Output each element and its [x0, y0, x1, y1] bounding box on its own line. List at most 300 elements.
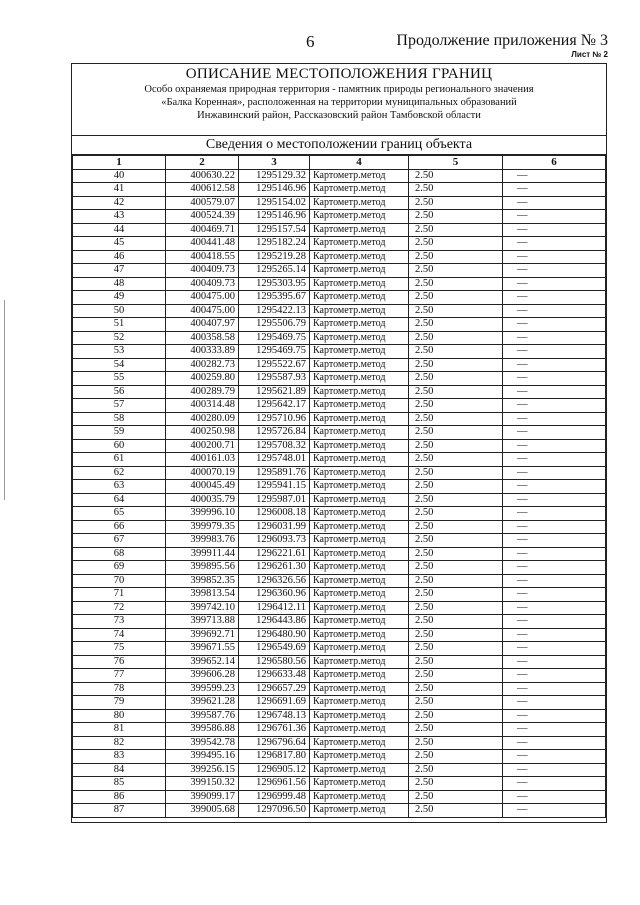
- coordinate-x-cell: 400200.71: [166, 439, 239, 453]
- method-cell: Картометр.метод: [310, 480, 409, 494]
- coordinate-x-cell: 399692.71: [166, 628, 239, 642]
- table-row: [73, 534, 606, 548]
- point-number-cell: 67: [73, 534, 166, 548]
- coordinate-x-cell: 399099.17: [166, 790, 239, 804]
- description-cell: —: [503, 507, 606, 521]
- description-cell: —: [503, 790, 606, 804]
- table-row: [73, 466, 606, 480]
- coordinate-x-cell: 400250.98: [166, 426, 239, 440]
- point-number-cell: 83: [73, 750, 166, 764]
- section-title: Сведения о местоположении границ объекта: [72, 136, 606, 155]
- method-cell: Картометр.метод: [310, 493, 409, 507]
- coordinate-y-cell: 1296657.29: [239, 682, 310, 696]
- point-number-cell: 42: [73, 196, 166, 210]
- point-number-cell: 68: [73, 547, 166, 561]
- method-cell: Картометр.метод: [310, 453, 409, 467]
- table-row: [73, 399, 606, 413]
- coordinate-y-cell: 1295219.28: [239, 250, 310, 264]
- description-cell: —: [503, 642, 606, 656]
- coordinate-x-cell: 399005.68: [166, 804, 239, 818]
- method-cell: Картометр.метод: [310, 601, 409, 615]
- description-cell: —: [503, 264, 606, 278]
- coordinate-y-cell: 1295157.54: [239, 223, 310, 237]
- point-number-cell: 82: [73, 736, 166, 750]
- coordinate-y-cell: 1296748.13: [239, 709, 310, 723]
- coordinate-y-cell: 1295941.15: [239, 480, 310, 494]
- doc-subtitle-line-1: Особо охраняемая природная территория - памятник природы регионального значения: [144, 84, 534, 95]
- table-row: [73, 210, 606, 224]
- accuracy-cell: 2.50: [409, 588, 503, 602]
- column-header: 6: [503, 156, 606, 170]
- accuracy-cell: 2.50: [409, 534, 503, 548]
- header-block: [72, 64, 606, 136]
- coordinate-y-cell: 1295710.96: [239, 412, 310, 426]
- coordinate-y-cell: 1295469.75: [239, 345, 310, 359]
- coordinate-x-cell: 399587.76: [166, 709, 239, 723]
- accuracy-cell: 2.50: [409, 318, 503, 332]
- description-cell: —: [503, 237, 606, 251]
- description-cell: —: [503, 250, 606, 264]
- point-number-cell: 75: [73, 642, 166, 656]
- method-cell: Картометр.метод: [310, 426, 409, 440]
- point-number-cell: 47: [73, 264, 166, 278]
- coordinate-y-cell: 1296549.69: [239, 642, 310, 656]
- coordinate-y-cell: 1296412.11: [239, 601, 310, 615]
- point-number-cell: 48: [73, 277, 166, 291]
- description-cell: —: [503, 223, 606, 237]
- scan-edge-mark: [4, 300, 5, 500]
- coordinate-x-cell: 399911.44: [166, 547, 239, 561]
- point-number-cell: 79: [73, 696, 166, 710]
- accuracy-cell: 2.50: [409, 237, 503, 251]
- description-cell: —: [503, 709, 606, 723]
- table-row: [73, 412, 606, 426]
- accuracy-cell: 2.50: [409, 493, 503, 507]
- column-header: 5: [409, 156, 503, 170]
- method-cell: Картометр.метод: [310, 385, 409, 399]
- doc-subtitle-line-3: Инжавинский район, Рассказовский район Тамбовской области: [197, 110, 481, 121]
- method-cell: Картометр.метод: [310, 466, 409, 480]
- coordinate-x-cell: 399996.10: [166, 507, 239, 521]
- coordinate-x-cell: 400282.73: [166, 358, 239, 372]
- table-row: [73, 277, 606, 291]
- table-row: [73, 291, 606, 305]
- table-row: [73, 480, 606, 494]
- point-number-cell: 55: [73, 372, 166, 386]
- accuracy-cell: 2.50: [409, 372, 503, 386]
- coordinate-y-cell: 1297096.50: [239, 804, 310, 818]
- description-cell: —: [503, 358, 606, 372]
- method-cell: Картометр.метод: [310, 169, 409, 183]
- table-row: [73, 453, 606, 467]
- sheet-label: Лист № 2: [571, 50, 608, 59]
- method-cell: Картометр.метод: [310, 520, 409, 534]
- point-number-cell: 50: [73, 304, 166, 318]
- table-row: [73, 507, 606, 521]
- accuracy-cell: 2.50: [409, 291, 503, 305]
- coordinate-x-cell: 399652.14: [166, 655, 239, 669]
- accuracy-cell: 2.50: [409, 736, 503, 750]
- coordinate-y-cell: 1295146.96: [239, 210, 310, 224]
- accuracy-cell: 2.50: [409, 304, 503, 318]
- accuracy-cell: 2.50: [409, 561, 503, 575]
- description-cell: —: [503, 466, 606, 480]
- point-number-cell: 44: [73, 223, 166, 237]
- method-cell: Картометр.метод: [310, 547, 409, 561]
- accuracy-cell: 2.50: [409, 628, 503, 642]
- method-cell: Картометр.метод: [310, 250, 409, 264]
- description-cell: —: [503, 520, 606, 534]
- coordinate-y-cell: 1295748.01: [239, 453, 310, 467]
- coordinate-x-cell: 400475.00: [166, 304, 239, 318]
- coordinate-y-cell: 1295265.14: [239, 264, 310, 278]
- table-row: [73, 574, 606, 588]
- point-number-cell: 78: [73, 682, 166, 696]
- coordinate-x-cell: 400045.49: [166, 480, 239, 494]
- accuracy-cell: 2.50: [409, 412, 503, 426]
- point-number-cell: 65: [73, 507, 166, 521]
- table-row: [73, 264, 606, 278]
- accuracy-cell: 2.50: [409, 763, 503, 777]
- accuracy-cell: 2.50: [409, 345, 503, 359]
- accuracy-cell: 2.50: [409, 601, 503, 615]
- table-row: [73, 331, 606, 345]
- accuracy-cell: 2.50: [409, 696, 503, 710]
- description-cell: —: [503, 777, 606, 791]
- description-cell: —: [503, 331, 606, 345]
- coordinate-x-cell: 400280.09: [166, 412, 239, 426]
- coordinate-y-cell: 1295469.75: [239, 331, 310, 345]
- description-cell: —: [503, 534, 606, 548]
- column-header: 1: [73, 156, 166, 170]
- method-cell: Картометр.метод: [310, 736, 409, 750]
- coordinate-y-cell: 1296360.96: [239, 588, 310, 602]
- table-row: [73, 547, 606, 561]
- coordinate-y-cell: 1296326.56: [239, 574, 310, 588]
- description-cell: —: [503, 183, 606, 197]
- accuracy-cell: 2.50: [409, 777, 503, 791]
- coordinate-x-cell: 400630.22: [166, 169, 239, 183]
- table-row: [73, 588, 606, 602]
- table-row: [73, 642, 606, 656]
- accuracy-cell: 2.50: [409, 655, 503, 669]
- coordinate-x-cell: 400358.58: [166, 331, 239, 345]
- description-cell: —: [503, 372, 606, 386]
- coordinate-x-cell: 399150.32: [166, 777, 239, 791]
- coordinate-x-cell: 399256.15: [166, 763, 239, 777]
- coordinate-y-cell: 1295726.84: [239, 426, 310, 440]
- coordinate-y-cell: 1296031.99: [239, 520, 310, 534]
- method-cell: Картометр.метод: [310, 399, 409, 413]
- table-row: [73, 169, 606, 183]
- description-cell: —: [503, 696, 606, 710]
- column-header: 3: [239, 156, 310, 170]
- point-number-cell: 58: [73, 412, 166, 426]
- column-header: 2: [166, 156, 239, 170]
- coordinate-x-cell: 400407.97: [166, 318, 239, 332]
- accuracy-cell: 2.50: [409, 520, 503, 534]
- coordinate-y-cell: 1295587.93: [239, 372, 310, 386]
- point-number-cell: 84: [73, 763, 166, 777]
- coordinate-y-cell: 1295642.17: [239, 399, 310, 413]
- point-number-cell: 69: [73, 561, 166, 575]
- table-row: [73, 628, 606, 642]
- description-cell: —: [503, 682, 606, 696]
- coordinates-table: [72, 155, 606, 818]
- coordinate-y-cell: 1295422.13: [239, 304, 310, 318]
- description-cell: —: [503, 547, 606, 561]
- coordinate-y-cell: 1296093.73: [239, 534, 310, 548]
- page-number: 6: [306, 32, 315, 51]
- point-number-cell: 87: [73, 804, 166, 818]
- accuracy-cell: 2.50: [409, 183, 503, 197]
- description-cell: —: [503, 291, 606, 305]
- accuracy-cell: 2.50: [409, 669, 503, 683]
- table-row: [73, 696, 606, 710]
- column-header: 4: [310, 156, 409, 170]
- description-cell: —: [503, 385, 606, 399]
- point-number-cell: 45: [73, 237, 166, 251]
- coordinate-y-cell: 1295891.76: [239, 466, 310, 480]
- coordinate-x-cell: 399542.78: [166, 736, 239, 750]
- description-cell: —: [503, 169, 606, 183]
- description-cell: —: [503, 655, 606, 669]
- method-cell: Картометр.метод: [310, 304, 409, 318]
- description-cell: —: [503, 277, 606, 291]
- coordinate-x-cell: 400441.48: [166, 237, 239, 251]
- point-number-cell: 46: [73, 250, 166, 264]
- accuracy-cell: 2.50: [409, 399, 503, 413]
- point-number-cell: 62: [73, 466, 166, 480]
- method-cell: Картометр.метод: [310, 277, 409, 291]
- coordinate-x-cell: 399895.56: [166, 561, 239, 575]
- coordinate-x-cell: 399599.23: [166, 682, 239, 696]
- table-row: [73, 682, 606, 696]
- coordinate-y-cell: 1296796.64: [239, 736, 310, 750]
- point-number-cell: 61: [73, 453, 166, 467]
- point-number-cell: 72: [73, 601, 166, 615]
- method-cell: Картометр.метод: [310, 669, 409, 683]
- coordinate-y-cell: 1296961.56: [239, 777, 310, 791]
- accuracy-cell: 2.50: [409, 723, 503, 737]
- table-row: [73, 655, 606, 669]
- description-cell: —: [503, 615, 606, 629]
- coordinate-x-cell: 400409.73: [166, 277, 239, 291]
- description-cell: —: [503, 412, 606, 426]
- coordinate-y-cell: 1295395.67: [239, 291, 310, 305]
- table-row: [73, 709, 606, 723]
- method-cell: Картометр.метод: [310, 291, 409, 305]
- accuracy-cell: 2.50: [409, 426, 503, 440]
- accuracy-cell: 2.50: [409, 574, 503, 588]
- table-row: [73, 777, 606, 791]
- point-number-cell: 54: [73, 358, 166, 372]
- description-cell: —: [503, 480, 606, 494]
- table-row: [73, 318, 606, 332]
- accuracy-cell: 2.50: [409, 385, 503, 399]
- method-cell: Картометр.метод: [310, 790, 409, 804]
- coordinate-y-cell: 1296761.36: [239, 723, 310, 737]
- table-row: [73, 223, 606, 237]
- point-number-cell: 73: [73, 615, 166, 629]
- method-cell: Картометр.метод: [310, 358, 409, 372]
- coordinate-x-cell: 400524.39: [166, 210, 239, 224]
- coordinate-x-cell: 399586.88: [166, 723, 239, 737]
- description-cell: —: [503, 561, 606, 575]
- method-cell: Картометр.метод: [310, 804, 409, 818]
- method-cell: Картометр.метод: [310, 655, 409, 669]
- description-cell: —: [503, 669, 606, 683]
- coordinate-y-cell: 1295506.79: [239, 318, 310, 332]
- point-number-cell: 86: [73, 790, 166, 804]
- appendix-title: Продолжение приложения № 3: [396, 32, 608, 49]
- point-number-cell: 60: [73, 439, 166, 453]
- coordinate-x-cell: 400289.79: [166, 385, 239, 399]
- method-cell: Картометр.метод: [310, 210, 409, 224]
- method-cell: Картометр.метод: [310, 777, 409, 791]
- coordinate-x-cell: 399979.35: [166, 520, 239, 534]
- coordinate-y-cell: 1296008.18: [239, 507, 310, 521]
- description-cell: —: [503, 723, 606, 737]
- coordinate-x-cell: 400035.79: [166, 493, 239, 507]
- accuracy-cell: 2.50: [409, 507, 503, 521]
- coordinate-x-cell: 400475.00: [166, 291, 239, 305]
- method-cell: Картометр.метод: [310, 723, 409, 737]
- point-number-cell: 56: [73, 385, 166, 399]
- doc-title: ОПИСАНИЕ МЕСТОПОЛОЖЕНИЯ ГРАНИЦ: [185, 66, 493, 82]
- coordinate-y-cell: 1296999.48: [239, 790, 310, 804]
- method-cell: Картометр.метод: [310, 561, 409, 575]
- description-cell: —: [503, 196, 606, 210]
- description-cell: —: [503, 588, 606, 602]
- accuracy-cell: 2.50: [409, 264, 503, 278]
- point-number-cell: 49: [73, 291, 166, 305]
- point-number-cell: 76: [73, 655, 166, 669]
- description-cell: —: [503, 763, 606, 777]
- accuracy-cell: 2.50: [409, 750, 503, 764]
- method-cell: Картометр.метод: [310, 372, 409, 386]
- point-number-cell: 71: [73, 588, 166, 602]
- point-number-cell: 43: [73, 210, 166, 224]
- accuracy-cell: 2.50: [409, 615, 503, 629]
- coordinate-y-cell: 1296261.30: [239, 561, 310, 575]
- coordinate-y-cell: 1295987.01: [239, 493, 310, 507]
- method-cell: Картометр.метод: [310, 709, 409, 723]
- accuracy-cell: 2.50: [409, 223, 503, 237]
- accuracy-cell: 2.50: [409, 277, 503, 291]
- method-cell: Картометр.метод: [310, 237, 409, 251]
- description-cell: —: [503, 574, 606, 588]
- coordinate-x-cell: 399713.88: [166, 615, 239, 629]
- coordinate-x-cell: 399983.76: [166, 534, 239, 548]
- point-number-cell: 59: [73, 426, 166, 440]
- coordinate-x-cell: 400409.73: [166, 264, 239, 278]
- coordinate-y-cell: 1296443.86: [239, 615, 310, 629]
- table-row: [73, 723, 606, 737]
- coordinate-x-cell: 400333.89: [166, 345, 239, 359]
- table-row: [73, 601, 606, 615]
- description-cell: —: [503, 345, 606, 359]
- coordinate-x-cell: 399852.35: [166, 574, 239, 588]
- method-cell: Картометр.метод: [310, 439, 409, 453]
- table-row: [73, 345, 606, 359]
- method-cell: Картометр.метод: [310, 628, 409, 642]
- coordinate-y-cell: 1296817.80: [239, 750, 310, 764]
- table-row: [73, 237, 606, 251]
- method-cell: Картометр.метод: [310, 345, 409, 359]
- table-row: [73, 615, 606, 629]
- point-number-cell: 77: [73, 669, 166, 683]
- coordinate-y-cell: 1295522.67: [239, 358, 310, 372]
- method-cell: Картометр.метод: [310, 534, 409, 548]
- coordinate-y-cell: 1295303.95: [239, 277, 310, 291]
- coordinate-x-cell: 400259.80: [166, 372, 239, 386]
- coordinate-y-cell: 1295154.02: [239, 196, 310, 210]
- coordinate-y-cell: 1295129.32: [239, 169, 310, 183]
- coordinate-x-cell: 400314.48: [166, 399, 239, 413]
- table-row: [73, 790, 606, 804]
- coordinate-y-cell: 1295182.24: [239, 237, 310, 251]
- point-number-cell: 66: [73, 520, 166, 534]
- point-number-cell: 81: [73, 723, 166, 737]
- accuracy-cell: 2.50: [409, 439, 503, 453]
- description-cell: —: [503, 736, 606, 750]
- accuracy-cell: 2.50: [409, 453, 503, 467]
- coordinate-x-cell: 399621.28: [166, 696, 239, 710]
- accuracy-cell: 2.50: [409, 480, 503, 494]
- coordinate-x-cell: 400070.19: [166, 466, 239, 480]
- accuracy-cell: 2.50: [409, 331, 503, 345]
- table-row: [73, 520, 606, 534]
- table-row: [73, 426, 606, 440]
- description-cell: —: [503, 399, 606, 413]
- coordinate-y-cell: 1296905.12: [239, 763, 310, 777]
- accuracy-cell: 2.50: [409, 169, 503, 183]
- description-cell: —: [503, 628, 606, 642]
- point-number-cell: 70: [73, 574, 166, 588]
- description-cell: —: [503, 304, 606, 318]
- method-cell: Картометр.метод: [310, 223, 409, 237]
- method-cell: Картометр.метод: [310, 196, 409, 210]
- point-number-cell: 80: [73, 709, 166, 723]
- table-row: [73, 669, 606, 683]
- method-cell: Картометр.метод: [310, 682, 409, 696]
- table-row: [73, 304, 606, 318]
- table-row: [73, 196, 606, 210]
- coordinate-y-cell: 1296480.90: [239, 628, 310, 642]
- point-number-cell: 51: [73, 318, 166, 332]
- point-number-cell: 40: [73, 169, 166, 183]
- coordinate-x-cell: 399813.54: [166, 588, 239, 602]
- description-cell: —: [503, 601, 606, 615]
- accuracy-cell: 2.50: [409, 790, 503, 804]
- method-cell: Картометр.метод: [310, 696, 409, 710]
- document-frame: [71, 63, 607, 823]
- table-row: [73, 804, 606, 818]
- method-cell: Картометр.метод: [310, 763, 409, 777]
- accuracy-cell: 2.50: [409, 709, 503, 723]
- point-number-cell: 52: [73, 331, 166, 345]
- point-number-cell: 53: [73, 345, 166, 359]
- description-cell: —: [503, 210, 606, 224]
- description-cell: —: [503, 453, 606, 467]
- accuracy-cell: 2.50: [409, 547, 503, 561]
- accuracy-cell: 2.50: [409, 210, 503, 224]
- method-cell: Картометр.метод: [310, 588, 409, 602]
- table-row: [73, 763, 606, 777]
- coordinate-y-cell: 1295708.32: [239, 439, 310, 453]
- method-cell: Картометр.метод: [310, 412, 409, 426]
